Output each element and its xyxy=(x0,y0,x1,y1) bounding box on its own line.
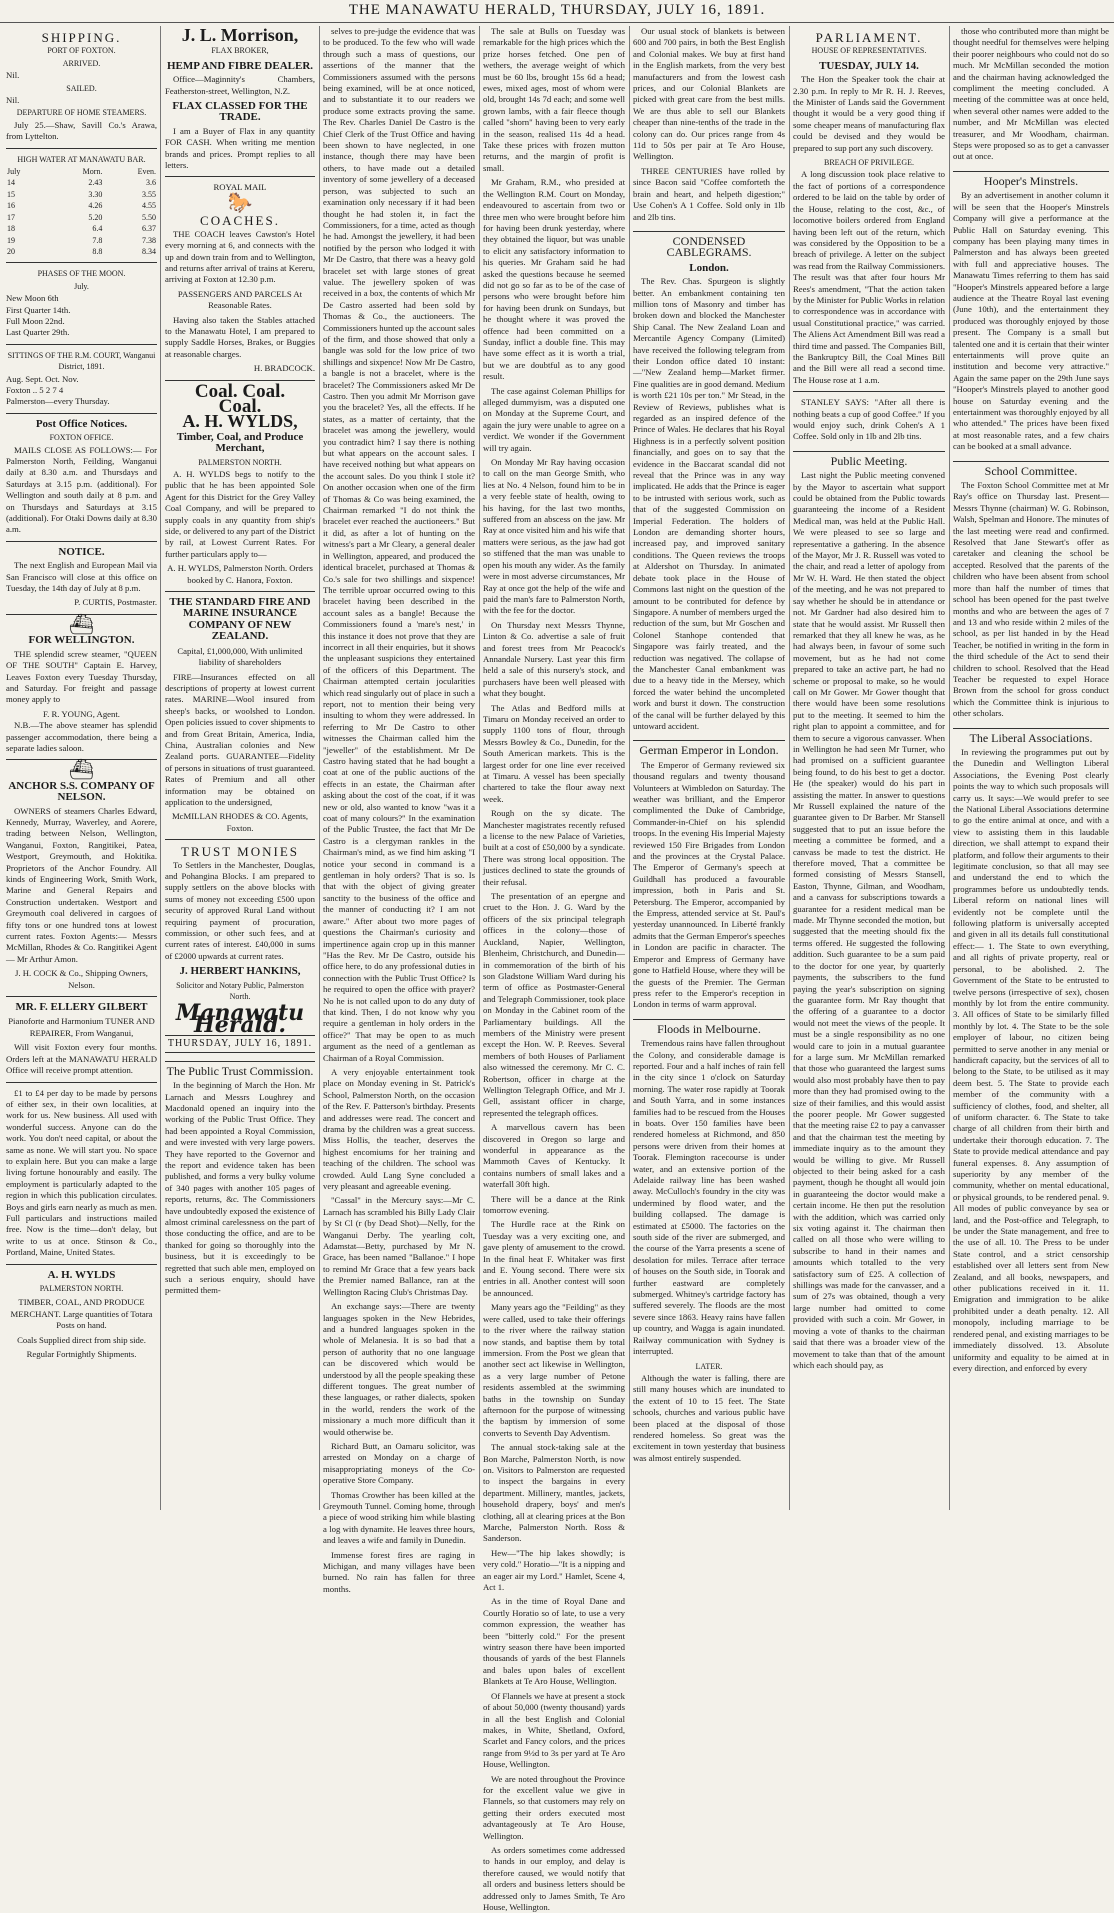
tide-cell: 8.34 xyxy=(142,246,156,256)
parliament-date: TUESDAY, JULY 14. xyxy=(819,59,919,72)
court-heading: SITTINGS OF THE R.M. COURT, Wanganui District, 1891. xyxy=(7,350,156,372)
article-text: Rough on the sy dicate. The Manchester magistrates recently refused a license to the new Palace of Varieties, built at a cost of £50,000 by a syndicate. There was strong local opposition. The justices declined to state the grounds of their refusal. xyxy=(483,808,625,887)
floods-text: Tremendous rains have fallen throughout the Colony, and considerable damage is reported. Four and a half inches of rain fell in the city since 1 o'clock on Saturday morning. The water rose rapidly at Toorak and South Yarra, and in some instances families had to be rescued from the Houses in boats. Over 150 families have been rendered homeless at Richmond, and 850 persons were driven from their homes at Toorak. Flemington racecourse is under water, and an extensive portion of the Adelaide railway line has been washed away. McCulloch's foundry in the city was undermined by flood water, and the building collapsed. The damage is estimated at £5000. The factories on the south side of the river are submerged, and the course of the Yarra presents a scene of desolation for miles. Terrace after terrace of houses on the South side, in Toorak and further eastward are completely submerged. Whitney's cartridge factory has suffered severely. The floods are the most severe since 1863. Heavy rains have fallen up country, and Wagga is again inundated. Railway communication with Sydney is interrupted. xyxy=(633,1038,785,1357)
german-emperor-text: The Emperor of Germany reviewed six thousand regulars and twenty thousand Volunteers at Wimbledon on Saturday. The weather was brilliant, and the Emperor complimented the Duke of Cambridge, Commander-in-Chief on his splendid troops. In the evening His Imperial Majesty reviewed 150 Fire Brigades from London and the provinces at the Crystal Palace. The Emperor of Germany's speech at Guildhall has produced a favourable impression, both in Paris and St. Petersburg. The Emperor, accompanied by the Empress, attended service at St. Paul's yesterday unannounced. In Liberté frankly admits that the German Emperor's speeches in London are pacific in character. The Emperor and Empress of Germany have gone to Hatfield House, where they will be the guests of the Premier. The German press refer to the Emperor's reception in London in terms of warm approval. xyxy=(633,759,785,1010)
tide-header-cell: Even. xyxy=(137,167,156,177)
insurance-signature: McMILLAN RHODES & CO. Agents, Foxton. xyxy=(171,811,309,833)
divider xyxy=(6,1082,157,1083)
hooper-text: By an advertisement in another column it will be seen that the Hooper's Minstrels Company will give a performance at the Public Hall on Saturday evening. This company has been playing many times in Palmerston and has always been greeted with full and appreciative houses. The Manawatu Times referring to them has said "Hooper's Minstrels appeared before a large audience at the Theatre Royal last evening (June 10th), and the entertainment they produced was thoroughly enjoyed by those present. The Company is a small but talented one and it is certain that their winter entertainments will prove quite an institution and become very attractive." Again the same paper on the 29th June says "Hooper's Minstrels played to another good house on Saturday evening and the entertainment was thoroughly enjoyed by all who attended." The prices have been fixed at most reasonable rates, and a few chairs can be booked at a small advance. xyxy=(953,190,1109,452)
moon-line: First Quarter 14th. xyxy=(6,304,71,315)
tide-cell: 8.8 xyxy=(92,246,103,256)
shipping-heading: SHIPPING. xyxy=(41,30,122,45)
arrived-value: Nil. xyxy=(6,70,20,81)
floods-later-text: Although the water is falling, there are still many houses which are inundated to the extent of 10 to 15 feet. The State schools, churches and various public have been placed at the disposal of those rendered homeless. So great was the excitement in town yesterday that business was almost entirely suspended. xyxy=(633,1372,785,1463)
wylds-text: Coals Supplied direct from ship side. xyxy=(17,1334,146,1345)
anchor-text: OWNERS of steamers Charles Edward, Kennedy, Murray, Waverley, and Aorere, trading between Nelson, Wellington, Wanganui, Foxton, Rangitikei, Patea, Westport, Greymouth, and Hokitika. Proprietors of the Anchor Foundry. All kinds of Engineering Work, Smith Work, Marine and General Repairs and Construction undertaken. Westport and Greymouth coal delivered in cargoes of fifty tons or one hundred tons at lowest current rates. Foxton Agents:— Messrs McMillan, Rhodes & Co. Rangitikei Agent— Mr Arthur Amon. xyxy=(6,805,157,964)
column-5 xyxy=(633,26,785,1510)
article-text: Many years ago the "Feilding" as they were called, used to take their offerings to the river where the railway station now stands, and baptise them by total immersion. From the Post we glean that another sect act likewise in Wellington, as a very large number of Petone residents assembled at the swimming baths in the township on Sunday afternoon for the purpose of witnessing the baptism by immersion of some converts to Seventh Day Adventism. xyxy=(483,1302,625,1438)
tide-heading: HIGH WATER AT MANAWATU BAR. xyxy=(17,154,146,164)
tide-row xyxy=(6,200,157,211)
morrison-subheading: HEMP AND FIBRE DEALER. xyxy=(166,59,314,72)
tide-cell: 4.26 xyxy=(88,201,103,211)
cablegrams-heading: CONDENSED CABLEGRAMS. xyxy=(633,231,785,259)
wellington-heading: FOR WELLINGTON. xyxy=(28,634,135,647)
column-rule xyxy=(160,26,161,1510)
article-text: A very enjoyable entertainment took place on Monday evening in St. Patrick's School, Palmerston North, on the occasion of the Rev. F. Patterson's birthday. Presents and addresses were read. The concert and drama by the children was a great success. Miss Hollis, the teacher, deserves the highest encomiums for her training and teaching of the children. The school was crowded. Auld Lang Syne concluded a very pleasant and agreeable evening. xyxy=(323,1066,475,1192)
article-text: Richard Butt, an Oamaru solicitor, was arrested on Monday on a charge of misappropriating moneys of the Co-operative Store Company. xyxy=(323,1440,475,1486)
morrison-flax: FLAX CLASSED FOR THE TRADE. xyxy=(172,100,308,124)
wylds-name: A. H. WYLDS, xyxy=(182,411,298,432)
column-rule xyxy=(319,26,320,1510)
divider xyxy=(165,839,315,840)
column-3 xyxy=(323,26,475,1594)
german-emperor-heading: German Emperor in London. xyxy=(633,740,785,756)
coach-text: Having also taken the Stables attached to the Manawatu Hotel, I am prepared to supply Saddle Horses, Brakes, or Buggies at reasonable charges. xyxy=(165,314,315,359)
column-rule xyxy=(479,26,480,1510)
tide-cell: 3.55 xyxy=(142,189,156,199)
issue-date: THURSDAY, JULY 16, 1891. xyxy=(165,1035,315,1052)
london-text: The Rev. Chas. Spurgeon is slightly better. An embankment containing ten million tons of Masonry and timber has broken down and blocked the Manchester Ship Canal. The New Zealand Loan and Mercantile Agency Company (Limited) have received the following telegram from their London office dated 10 instant:—"New Zealand hemp—Market firmer. Fine qualities are in good demand. Medium is worth £21 10s per ton." Mr Stead, in the Review of Reviews, publishes what is regarded as an inspired defence of the Prince of Wales. He declares that his Royal Highness is in a perfectly solvent position financially, and goes on to say that the evidence in the Baccarat scandal did not reveal that the Prince was in any way implicated. He adds that the Prince is eager to be intrusted with serious work, such as that of the suggested Commission on Imperial Federation. The holders of London are demanding shorter hours, increased pay, and improved sanitary conditions. The Queen reviews the troops at Aldershot on Thursday. In animated debate took place in the House of Commons last night on the question of the amount to be contributed for defence by Singapore. A number of members urged the reduction of the sum, but Mr Goschen and Colonel Stanhope contended that Singapore was fairly treated, and the reduction was negatived. The collapse of the Manchester Canal embankment was due to a heavy tide in the Mersey, which forced the water behind the uncompleted work and burst it down. The construction of the canal will be further delayed by this untoward accident. xyxy=(633,276,785,731)
coffee-advert: STANLEY SAYS: "After all there is nothing beats a cup of good Coffee." If you would enjoy such, drink Cohen's A 1 Coffee. Sold only in 1lb and 2lb tins. xyxy=(793,397,945,442)
tide-cell: 7.8 xyxy=(92,235,103,245)
wylds-name: A. H. WYLDS xyxy=(47,1268,116,1281)
wylds-text: TIMBER, COAL, AND PRODUCE MERCHANT. Large quantities of Totara Posts on hand. xyxy=(10,1297,153,1331)
tide-cell: 15 xyxy=(7,189,15,199)
tide-row xyxy=(6,189,157,200)
tide-cell: 19 xyxy=(7,235,15,245)
article-text: Hew—"The hip lakes showdly; is very cold." Horatio—"It is a nipping and an eager air my Lord." Hamlet, Scene 4, Act 1. xyxy=(483,1547,625,1593)
insurance-text: FIRE—Insurances effected on all descriptions of property at lowest current rates. MARINE—Wool insured from sheep's backs, or woolshed to London. Open policies issued to cover shipments to and from Great Britain, America, India, China, Australian colonies and New Zealand ports. GUARANTEE—Fidelity of persons in situations of trust guaranteed. Rates of Premium and all other information may be obtained on application to the undersigned, xyxy=(165,671,315,807)
coach-parcels: PASSENGERS AND PARCELS At Reasonable Rates. xyxy=(177,288,303,311)
liberal-text: In reviewing the programmes put out by the Dunedin and Wellington Liberal Associations, the Evening Post clearly points the way to which such proposals will carry us. It says:—We would prefer to see the National Liberal Associations determine to go the entire animal at once, and with a view to assisting them in this laudable direction, we shall attempt to expand their platform, and follow their arguments to their legitimate conclusion, so that all may see and understand the end to which the programmes before us undoubtedly tends. Liberal reform on national lines will evidently not be complete until the following platform is universally accepted and given in all its details full constitutional effect:— 1. The State to own everything, and all rights of private property, real or personal, to be abolished. 2. The Government of the State to be entrusted to twelve persons (irrespective of sex), chosen monthly by lot from the entire community. 3. All offices of State to be similarly filled monthly by lot. 4. The State to be the sole employer of labour, no citizen being permitted to serve another in any menial or handicraft capacity, but the services of all to belong to the State, to be utilised as it may deem best. 5. The State to provide each member of the community with a sufficiency of clothes, food, and shelter, all of uniform character. 6. The State to take charge of all children from their birth and undertake their thorough education. 7. The State to provide medical attendance and pay funeral expenses. 8. Any assumption of superiority by any member of the community, whether on mental educational, or physical grounds, to be rendered penal. 9. All modes of public conveyance by sea or land, and the Post-office and Telegraph, to be under the State management, and free to the use of all. 10. The Press to be under State control, and a strict censorship established over all letters sent from New Zealand, and all books, newspapers, and other publications received in it. 11. Emigration and immigration to be alike prohibited under a death penalty. 12. All monopoly, including marriage to be rendered penal, and existing marriages to be immediately dissolved. 13. Absolute uniformity and equality to be aimed at in every direction, and enforced by every xyxy=(953,746,1109,1373)
morrison-name: J. L. Morrison, xyxy=(181,25,299,45)
parliament-text: The Hon the Speaker took the chair at 2.30 p.m. In reply to Mr R. H. J. Reeves, the Minister of Lands said the Government thought it would be a very good thing if some cheaper means of manufacturing flax could be devised and they would be prepared to sup port any such discovery. xyxy=(793,74,945,153)
wylds-place: PALMERSTON NORTH. xyxy=(39,1284,124,1293)
divider xyxy=(165,591,315,592)
coach-icon: 🐎 xyxy=(227,191,253,214)
anchor-signature: J. H. COCK & Co., Shipping Owners, Nelson. xyxy=(15,968,148,990)
tide-row xyxy=(6,177,157,188)
article-text: The annual stock-taking sale at the Bon Marche, Palmerston North, is now on. Visitors to Palmerston are requested to inspect the bargains in every department. Millinery, mantles, jackets, household drapery, boys' and men's clothing, all at clearing prices at the Bon Marche, Palmerston North. Ross & Sanderson. xyxy=(483,1442,625,1544)
court-line: Palmerston—every Thursday. xyxy=(6,396,110,407)
coaches-heading: COACHES. xyxy=(200,213,280,229)
notice-heading: NOTICE. xyxy=(58,545,105,558)
arrived-label: ARRIVED. xyxy=(62,58,101,68)
wellington-note: N.B.—The above steamer has splendid passenger accommodation, there being a separate ladies saloon. xyxy=(6,720,157,753)
tide-header-row xyxy=(6,166,157,177)
article-text: Of Flannels we have at present a stock of about 50,000 (twenty thousand) yards in all the best English and Colonial makes, in White, Shetland, Oxford, Scarlet and Fancy colors, and the prices range from 9½d to 3s per yard at Te Aro House, Wellington. xyxy=(483,1690,625,1770)
tide-row xyxy=(6,246,157,257)
departure-heading: DEPARTURE OF HOME STEAMERS. xyxy=(16,108,147,118)
divider xyxy=(793,391,945,392)
divider xyxy=(6,541,157,542)
tide-cell: 3.6 xyxy=(146,178,156,188)
tide-row xyxy=(6,235,157,246)
article-text: "Cassal" in the Mercury says:—Mr C. Larnach has scrambled his Billy Lady Clair by St Cl (r (by Dead Shot)—Nelly, for the Wanganui Derby. The yearling colt, Adamstat—Betty, purchased by Mr N. Grace, has been named "Ballanoe." I hope to remind Mr Grace that a few years back the Premier named Ballance, ran at the Wellington Racing Club's Christmas Day. xyxy=(323,1195,475,1297)
article-text: We are noted throughout the Province for the excellent value we give in Flannels, so that customers may rely on getting their orders executed most advantageously at Te Aro House, Wellington. xyxy=(483,1773,625,1841)
coach-text: THE COACH leaves Cawston's Hotel every morning at 6, and connects with the up and down train from and to Wellington, and returns after arrival of trains at Kereru, arriving at Foxton at 12.30 p.m. xyxy=(165,228,315,285)
school-committee-heading: School Committee. xyxy=(953,461,1109,477)
port-heading: PORT OF FOXTON. xyxy=(47,46,116,56)
tide-cell: 5.50 xyxy=(142,212,156,222)
moon-line: Full Moon 22nd. xyxy=(6,315,65,326)
breach-heading: BREACH OF PRIVILEGE. xyxy=(823,158,914,168)
column-4 xyxy=(483,26,625,1912)
column-rule xyxy=(949,26,950,1510)
article-text: An exchange says:—There are twenty languages spoken in the New Hebrides, and a hundred languages spoken in the whole of Melanesia. It is so bad that a person of authority that no one language can be discovered which would be understood by all the people speaking these different tongues. The great number of these languages, or rather dialects, spoken in the world, renders the work of the missionary a much more difficult than it would otherwise be. xyxy=(323,1301,475,1437)
public-meeting-text: Last night the Public meeting convened by the Mayor to ascertain what support could be obtained from the Public towards guaranteeing the income of a Resident Medical man, was held at the Public Hall. We were pleased to see so large and representative a gathering. In the absence of the Mayor, Mr J. R. Russell was voted to the chair, and read a letter of apology from Mr W. H. Ward. He then stated the object of the meeting, and he was not prepared to say whether he should be in attendance or not. Mr Gardner had also desired him to state that he would assist. Mr Russell then remarked that they all knew he was, as he had always been, in favour of some such movement, but as he had not come prepared to take an active part, he had no scheme or proposal to make, so he would call on Mr Gower. Mr Gower thought that there would have been some resolutions put to the meeting. It seemed to him the right plan to appoint a committee, and for them to secure a vigorous canvasser. When in Wellington he had seen Mr Turner, who had promised on a sufficient guarantee being found, to do his best to get a doctor. He (the speaker) would do his part in assisting the matter. In answer to questions Mr Russell explained the nature of the guarantee given to Dr Barber. Mr Stansell suggested that to put an issue before the meeting a committee be formed, and a canvass be made to test the district. He therefore moved, That a committee be formed consisting of Messrs Stansell, Easton, Thynne, Gilman, and Woodham, and a canvass for subscriptions towards a guarantee for a resident medical man be made. Mr Thynne seconded the motion, but suggested that the meeting should fix the terms offered. He suggested the following addition. Such guarantee to be a sum paid to the doctor for one year, by quarterly payments, the subscribers to the fund paying the year's subscription on signing the guarantee form. Mr Ray thought that the offering of a guarantee to a doctor would not meet the views of the people. It must be a single responsibility as no one would care to join in a mutual guarantee for a large sum. Mr McMillan remarked that those who guaranteed the largest sums would also most probably have then to pay more than they had promised owing to the size of their families, and this would assist the poorer people. Mr Gower suggested that the meeting raise £2 to pay a canvasser and that the chairman test the meeting by immediate inquiry as to the amount they would be willing to give. Mr Russell objected to their being asked for a cash payment, though he thought all would join in guaranteeing the doctor would make a certain income. He then put the resolution with the addition, which was carried only six voting against it. The chairman then called on all those who were willing to subscribe to hand in their names and amounts which totalled to the very satisfactory sum of £25. A collection of shillings was made for the canvasser, and a sum of 27s was obtained, though a very large number had omitted to come provided with such a coin. Mr Gower, in moving a vote of thanks to the chairman said that there was a broader view of the movement to take than that of the amount which each should pay, as xyxy=(793,470,945,1370)
divider xyxy=(6,344,157,345)
column-1 xyxy=(6,26,157,1510)
divider xyxy=(6,262,157,263)
tide-cell: 3.30 xyxy=(88,189,103,199)
later-label: LATER. xyxy=(695,1361,723,1371)
trust-heading: TRUST MONIES xyxy=(180,844,300,860)
article-text: Thomas Crowther has been killed at the Greymouth Tunnel. Coming home, through a piece of wood striking him while blasting a log with dynamite. He leaves three hours, and leaves a wife and family in Dunedin. xyxy=(323,1489,475,1546)
departure-text: July 25.—Shaw, Savill Co.'s Arawa, from Lyttelton. xyxy=(6,119,157,142)
moon-line: New Moon 6th xyxy=(6,293,59,304)
tide-cell: 18 xyxy=(7,224,15,234)
divider xyxy=(6,413,157,414)
article-text: As orders sometimes come addressed to hands in our employ, and delay is therefore caused, we would notify that all orders and business letters should be addressed only to James Smith, Te Aro House, Wellington. xyxy=(483,1844,625,1912)
tide-cell: 4.55 xyxy=(142,201,156,211)
ellery-subheading: Pianoforte and Harmonium TUNER AND REPAIRER, From Wanganui, xyxy=(8,1016,155,1038)
wylds-text: Regular Fortnightly Shipments. xyxy=(26,1349,137,1360)
article-text: Mr Graham, R.M., who presided at the Wellington R.M. Court on Monday, endeavoured to ascertain from two or three men who were brought before him for having been drunk yesterday, where they obtained the liquor, but was unable to elicit any satisfactory information to his queries. Mr Graham said he had asked the questions because he seemed did not go so far as to be of the case of persons who were brought before him for having been drunk on Sundays, but he thought where it was proved the offence had been committed on a Sunday, inflict a double fine. This may have some effect as it is worth a trial, but we are doubtful as to any good result. xyxy=(483,177,625,382)
masthead: THE MANAWATU HERALD, THURSDAY, JULY 16, 1891. xyxy=(0,0,1114,23)
column-6 xyxy=(793,26,945,1510)
article-text: On Monday Mr Ray having occasion to call on the man George Smith, who lies at No. 4 Nelson, found him to be in a very feeble state of health, owing to his having, for the last two months, suffered from an abscess on the jaw. Mr Ray at once visited him and his wife that matters were serious, as the jaw had got so stiffened that the man was unable to open his mouth any wider. As the family were in most adverse circumstances, Mr Ray at once got the help of the wife and paid the man's fare to Palmerston North, with the fee for the doctor. xyxy=(483,457,625,616)
ellery-heading: MR. F. ELLERY GILBERT xyxy=(15,1001,148,1014)
tide-header-cell: Morn. xyxy=(82,167,103,177)
article-text: Our usual stock of blankets is between 600 and 700 pairs, in both the Best English and Colonial makes. We buy at first hand in the English markets, from the very best manufacturers and from the lowest cash prices, and our Colonial Blankets are picked with great care from the best mills. We are thus able to sell our Blankets cheaper than nine-tenths of the trade in the colony can do. Our prices range from 4s 11d to 50s per pair at Te Aro House, Wellington. xyxy=(633,26,785,162)
wylds-text: A. H. WYLDS begs to notify to the public that he has been appointed Sole Agent for this District for the Grey Valley Coal Company, and will be prepared to supply coals in any quantity from ship's side, or delivered to any part of the District by rail, at Lowest Current Rates. For further particulars apply to— xyxy=(165,469,315,559)
tide-cell: 5.20 xyxy=(88,212,103,222)
floods-heading: Floods in Melbourne. xyxy=(633,1019,785,1035)
tide-cell: 17 xyxy=(7,212,15,222)
public-meeting-heading: Public Meeting. xyxy=(793,451,945,467)
tide-cell: 2.43 xyxy=(88,178,103,188)
column-7 xyxy=(953,26,1109,1510)
tide-cell: 7.38 xyxy=(142,235,156,245)
court-line: Aug. Sept. Oct. Nov. xyxy=(6,373,79,384)
divider xyxy=(6,148,157,149)
tide-cell: 14 xyxy=(7,178,15,188)
london-heading: London. xyxy=(689,261,729,274)
steamship-icon: ⛴ xyxy=(68,613,95,636)
article-text: The Hurdle race at the Rink on Tuesday was a very exciting one, and gave plenty of amusement to the crowd. In the final heat F. Whitaker was first and E. Young second. There were six entries in all. Another contest will soon be announced. xyxy=(483,1219,625,1298)
column-rule xyxy=(629,26,630,1510)
moon-line: Last Quarter 29th. xyxy=(6,327,70,338)
notice-signature: P. CURTIS, Postmaster. xyxy=(74,597,157,608)
tide-cell: 16 xyxy=(7,201,15,211)
insurance-capital: Capital, £1,000,000, With unlimited liability of shareholders xyxy=(177,645,303,668)
tide-cell: 20 xyxy=(7,246,15,256)
school-committee-text: The Foxton School Committee met at Mr Ray's office on Thursday last. Present—Messrs Thynne (chairman) W. G. Robinson, Walsh, Spelman and Honore. The minutes of the last meeting were read and confirmed. Resolved that Jane Stewart's offer as caretaker and cleaning the school be accepted. Resolved that the parents of the children who have been absent from school more than half the number of times that school has been opened for the past twelve months and who are between the ages of 7 and 13 and who reside within 2 miles of the school, as per list handed in by the Head Teacher, be notified in writing in the form in the third schedule of the Act to send their children to school. Resolved that the Head Teacher be requested to expel Horace Brown from the school for gross conduct which the Committee think is injurious to other scholars. xyxy=(953,480,1109,719)
insurance-heading: THE STANDARD FIRE AND MARINE INSURANCE COMPANY OF NEW ZEALAND. xyxy=(169,596,311,643)
tide-row xyxy=(6,223,157,234)
divider xyxy=(6,996,157,997)
article-text: selves to pre-judge the evidence that was to be produced. To the few who will wade through such a mass of questions, our assertions of the manner that the Commissioners assumed with the persons being examined, will be at once noticed, and to substantiate it to our readers we produce some extracts proving the same. The Rev. Charles Daniel De Castro is the Chief Clerk of the Trust Office and having been shown to have neglected, in one instance, though there may have been others, to have made out a detailed inventory of some jewellery of a deceased person, was subjected to such an examination only necessary if it had been thought he had stolen it, in fact the Commissioners, for a time, acted as though he had. Amongst the jewellery, it had been notified by the person who lodged it with Mr De Castro, that there was a heavy gold bracelet set with large stones of great value. The jewellery spoken of was received in a box, the contents of which Mr De Castro asserted had been sold by Thomas & Co., the auctioneers. The Commissioners hunted up the account sales of the firm, and those showed that only a bangle was sold for the low price of two shillings and sixpence! Now Mr De Castro, a bangle is not a bracelet, where is the bracelet? The Commissioners asked Mr De Castro. Then you admit Mr Morrison gave you the bracelet? Yes, all the effects. If he states, as a matter of certainty, that the bracelet was among the jewellery, would you contradict him? I say there is nothing but what appears on the account sales. I have received nothing but what appears on the account sales. Do you think I stole it? On another occasion when one of the firm of Thomas & Co was being examined, the Chairman remarked "I do not think the bracelet ever reached the auctioneers." But it did, as after a lot of hunting on the witness's part a Mr Cleary, a general dealer in Wellington, appeared, and produced the identical bracelet, purchased at Thomas & Co.'s sale for two shillings and sixpence! The terrible uproar occurred owing to this bracelet having been described in the account sales as a bangle! Because the Commissioners found a 'mare's nest,' in this instance it does not prove that they are incorrect in all their enquiries, but it shows the unpleasant suspicions they entertained of the officers of this Department. The Chairman attempted certain jocularities which read singularly out of place in such a report, not to mention their being very insulting to whom they were addressed. In referring to Mr De Castro to other witnesses the Chairman called him the "jeweller" of the establishment. Mr De Castro having stated that he had bought a coat at one of the public auctions of the effects in an estate, the Chairman after asking about the cost of the coat, if it was new or old, also wanted to know "was it a coat of many colours?" In the examination of the Public Trustee, the fact that Mr De Castro is a clergyman rankles in the Chairman's mind, as we find him asking "I notice your second in command is a gentleman in holy orders? That is so. Is that with the object of giving greater sanctity to the business of the office and the manner of conducting it? I am not aware." After about two more pages of questions the Chairman's curiosity and impertinence again crop up in this manner "Has the Rev. Mr De Castro, outside his office here, to do any professional duties in connection with the Public Trust Office? Is he required to open the office with prayer? No he is not called upon to do any duty of that kind. Then, I do not know why you require a gentleman in holy orders in the office?" That may be open to as much argument as the need of a gentleman as Chairman of a Royal Commission. xyxy=(323,26,475,1063)
article-text: THREE CENTURIES have rolled by since Bacon said "Coffee comforteth the brain and heart, and helpeth digestion;" Use Cohen's A 1 Coffee. Sold only in 1lb and 2lb tins. xyxy=(633,165,785,222)
parliament-subheading: HOUSE OF REPRESENTATIVES. xyxy=(811,46,927,56)
ellery-text: Will visit Foxton every four months. Orders left at the MANAWATU HERALD Office will receive prompt attention. xyxy=(6,1042,157,1076)
morrison-office: Office—Maginnity's Chambers, Featherston-street, Wellington, N.Z. xyxy=(165,74,315,96)
divider xyxy=(6,1264,157,1265)
hooper-heading: Hooper's Minstrels. xyxy=(953,171,1109,187)
sailed-value: Nil. xyxy=(6,95,20,106)
article-text: There will be a dance at the Rink tomorrow evening. xyxy=(483,1193,625,1216)
anchor-heading: ANCHOR S.S. COMPANY OF NELSON. xyxy=(8,779,155,804)
editorial-text: In the beginning of March the Hon. Mr Larnach and Messrs Loughrey and Macdonald opened an inquiry into the working of the Public Trust Office. They had been appointed a Royal Commission, and were invested with very large powers. They have reported to the Governor and the report and evidence taken has been published, and forms a very bulky volume of 340 pages with another 105 pages of reports, returns, &c. The Commissioners have undoubtedly exposed the existence of almost criminal carelessness on the part of those conducting the office, and are to be thanked for going so thoroughly into the business, but it is exceedingly to be regretted that such able men, employed on such a serious enquiry, should have permitted them- xyxy=(165,1080,315,1296)
court-line: Foxton .. 5 2 7 4 xyxy=(6,384,64,395)
liberal-heading: The Liberal Associations. xyxy=(953,728,1109,744)
steamship-icon: ⛴ xyxy=(68,759,95,782)
divider xyxy=(165,176,315,177)
tide-header-cell: July xyxy=(7,167,21,177)
coal-heading: Coal. Coal. xyxy=(194,380,286,402)
article-text: A marvellous cavern has been discovered in Oregon so large and wonderful in appearance as the Mammoth Caves of Kentucky. It contains numbers of small lakes and a waterfall 30ft high. xyxy=(483,1122,625,1190)
wylds-signature: A. H. WYLDS, Palmerston North. Orders booked by C. Hanora, Foxton. xyxy=(167,563,313,585)
article-text: The presentation of an epergne and cruet to the Hon. J. G. Ward by the officers of the six principal telegraph offices in the colony—those of Auckland, Napier, Wellington, Blenheim, Christchurch, and Dunedin—in commemoration of the birth of his son Gladstone William Ward during his term of office as Postmaster-General and Telegraph Commissioner, took place on Monday in the Cabinet room of the Parliamentary buildings. All the members of the Ministry were present except the Hon. W. P. Reeves. Several members of both Houses of Parliament also witnessed the ceremony. Mr C. C. Robertson, officer in charge at the Wellington Telegraph Office, and Mr J. Gell, assistant officer in charge, represented the telegraph offices. xyxy=(483,891,625,1118)
tide-cell: 6.37 xyxy=(142,224,156,234)
article-text: On Thursday next Messrs Thynne, Linton & Co. advertise a sale of fruit and forest trees from Mr Peacock's Annandale Nursery. Last year this firm held a sale of this nursery's stock, and purchasers have been well pleased with what they bought. xyxy=(483,619,625,699)
post-text: MAILS CLOSE AS FOLLOWS:— For Palmerston North, Feilding, Wanganui daily at 8.30 a.m. and Thursdays and Saturdays at 3.15 p.m. (additional). For Wellington and south daily at 8 p.m. and on Thursdays and Saturdays at 3.15 (additional). For Otaki Downs daily at 8.30 a.m. xyxy=(6,444,157,535)
column-rule xyxy=(789,26,790,1510)
article-text: those who contributed more than might be thought needful for themselves were helping their poorer neighbours who could not do so much. Mr McMillan seconded the motion and the chairman having acknowledged the compliment the meeting concluded. A meeting of the committee was at once held, when several other names were added to the number, and Mr McMillan was elected treasurer, and Mr Woodham, chairman. Steps were proposed so as to get a canvasser out at once. xyxy=(953,26,1109,162)
hankins-subheading: Solicitor and Notary Public, Palmerston North. xyxy=(176,980,304,1002)
column-2 xyxy=(165,26,315,1510)
hankins-name: J. HERBERT HANKINS, xyxy=(179,965,301,978)
post-subheading: FOXTON OFFICE. xyxy=(49,433,114,443)
article-text: The Atlas and Bedford mills at Timaru on Monday received an order to supply 1100 tons of flour, through Messrs Bowley & Co., Dunedin, for the South American markets. This is the largest order for one line ever received at Timaru. A vessel has been specially chartered to take the flour away next week. xyxy=(483,702,625,804)
editorial-heading: The Public Trust Commission. xyxy=(165,1061,315,1077)
pay-advert: £1 to £4 per day to be made by persons of either sex, in their own localities, at work for us. New business. All used with wonderful success. Anyone can do the work. You don't need capital, or about the same as none. We will start you. No space to explain here. But you can make a large living fortune honourably and easily. The employment is particularly adapted to the region in which this publication circulates. Boys and girls earn nearly as much as men. Full particulars and instructions mailed free. Now is the time—don't delay, but write to us at once. Stinson & Co., Portland, Maine, United States. xyxy=(6,1087,157,1258)
wylds-trade: Timber, Coal, and Produce Merchant, xyxy=(176,430,304,455)
tide-row xyxy=(6,212,157,223)
post-heading: Post Office Notices. xyxy=(35,417,128,430)
wellington-signature: F. R. YOUNG, Agent. xyxy=(43,708,120,719)
morrison-trade: FLAX BROKER, xyxy=(211,46,269,56)
parliament-heading: PARLIAMENT. xyxy=(815,30,923,45)
wylds-place: PALMERSTON NORTH. xyxy=(198,457,282,467)
moon-heading: PHASES OF THE MOON. xyxy=(37,269,126,279)
moon-month: July. xyxy=(74,281,89,291)
breach-text: A long discussion took place relative to the fact of portions of a correspondence ordered to be laid on the table by order of the House, relating to the cost, &c., of locomotive boilers ordered from England having been left out of the return, which was considered by the Opposition to be a breach of privilege. A letter on the subject was read from the Railway Commissioners. The result was that after four hours Mr Rees's amendment, "That the action taken by the Minister for Public Works in relation to correspondence was in accordance with usual Constitutional practice," was carried. The Aliens Act Amendment Bill was read a third time and passed. The Companies Bill, the Bankruptcy Bill, the Coal Mines Bill and the Bill were all read a second time. The House rose at 1 a.m. xyxy=(793,169,946,385)
notice-text: The next English and European Mail via San Francisco will close at this office on Tuesday, the 14th day of July at 8 p.m. xyxy=(6,560,157,594)
morrison-text: I am a Buyer of Flax in any quantity FOR CASH. When writing me mention brands and prices. Prompt replies to all letters. xyxy=(165,125,315,171)
article-text: As in the time of Royal Dane and Courtly Horatio so of late, to use a very common expression, the weather has been "bitterly cold." For the present wintry season there have been imported thousands of yards of the best Flannels and bales upon bales of excellent Blankets at Te Aro House, Wellington. xyxy=(483,1596,625,1687)
sailed-label: SAILED. xyxy=(66,83,97,93)
coach-signature: H. BRADCOCK. xyxy=(253,363,315,374)
article-text: The sale at Bulls on Tuesday was remarkable for the high prices which the prize horses fetched. One pen of wethers, the average weight of which must be 60 lbs, brought 15s 6d a head; ewes, mixed ages, most of whom were old, brought 14s 7d each; and some well grown lambs, with a fair fleece though called "shorn" having been to very early in the season, realised 11s 4d a head. Take these prices with frozen mutton returns, and the margin of profit is small. xyxy=(483,26,625,173)
wellington-text: THE splendid screw steamer, "QUEEN OF THE SOUTH" Captain E. Harvey, Leaves Foxton every Tuesday Thursday, and Saturday. For freight and passage money apply to xyxy=(6,648,157,705)
tide-cell: 6.4 xyxy=(92,224,103,234)
herald-nameplate: Manawatu Herald. xyxy=(175,1000,305,1038)
article-text: The case against Coleman Phillips for alleged dummyism, was a disputed one on Monday at the Supreme Court, and again the jury were unable to agree on a verdict. We wonder if the Government will try again. xyxy=(483,385,625,453)
article-text: Immense forest fires are raging in Michigan, and many villages have been burned. No rain has fallen for three months. xyxy=(323,1549,475,1594)
royal-mail-label: ROYAL MAIL xyxy=(213,182,267,193)
coal-heading: Coal. xyxy=(218,395,262,417)
tide-table xyxy=(6,166,157,257)
trust-text: To Settlers in the Manchester, Douglas, and Pohangina Blocks. I am prepared to supply settlers on the above blocks with sums of money not exceeding £500 upon security of approved Rural Land without requiring payment of procuration, commission, or other such fees, and at current rates of interest. £40,000 in sums of £2000 upwards at current rates. xyxy=(165,859,315,961)
